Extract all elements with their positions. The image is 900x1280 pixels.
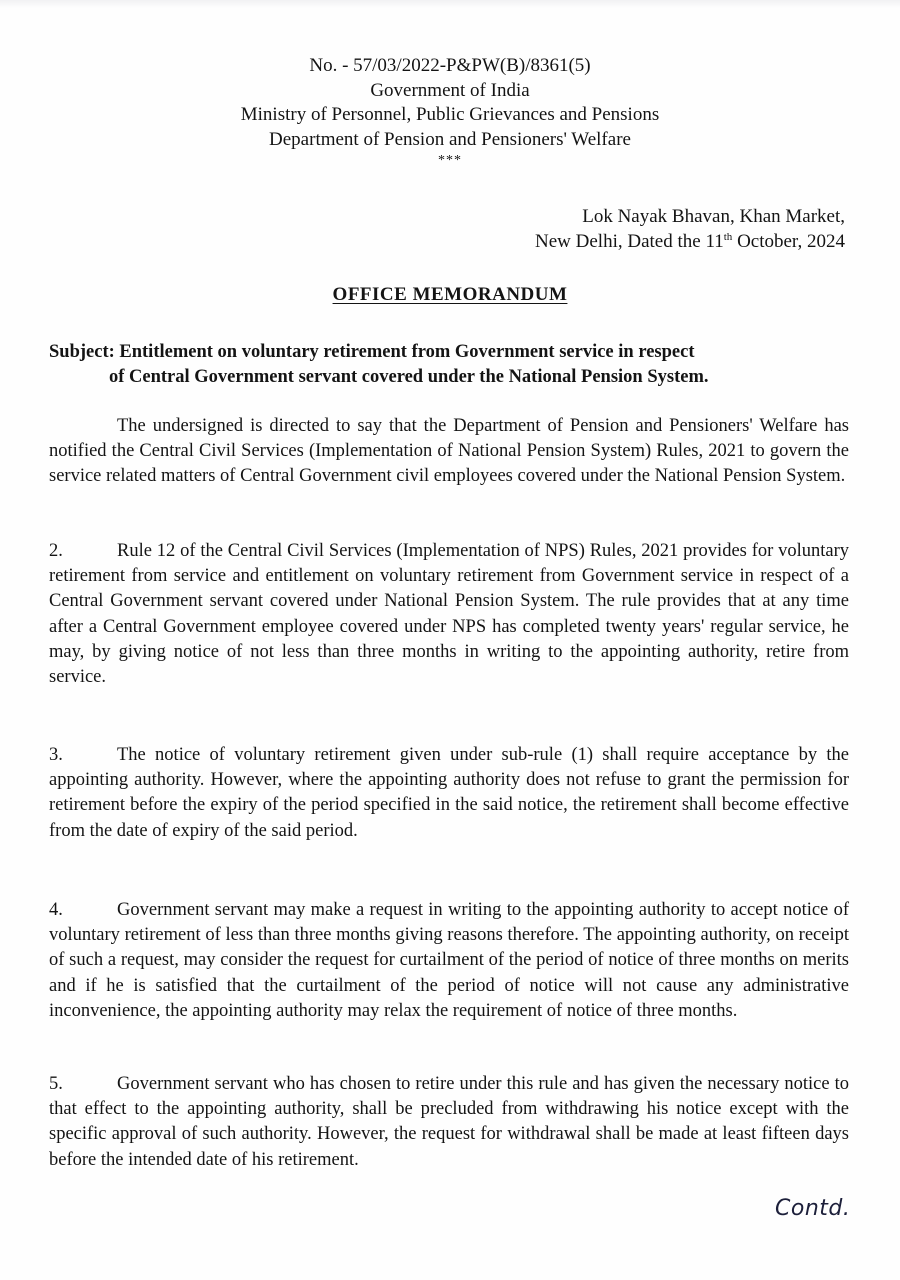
- paragraph-number: 4.: [49, 900, 63, 920]
- paragraph-text: Rule 12 of the Central Civil Services (Implementation of NPS) Rules, 2021 provides for voluntary retirement from service and entitlement on voluntary retirement from Government service in respect of a Central Government servant covered under National Pension System. The rule provides that at any time after a Central Government employee covered under NPS has completed twenty years' regular service, he may, by giving notice of not less than three months in writing to the appointing authority, retire from service.: [49, 541, 849, 688]
- ministry-name: Ministry of Personnel, Public Grievances and Pensions: [240, 104, 660, 125]
- paragraph-text: Government servant who has chosen to retire under this rule and has given the necessary notice to that effect to the appointing authority, shall be precluded from withdrawing his notice except with the specific approval of such authority. However, the request for withdrawal shall be made at least fifteen days before the intended date of his retirement.: [49, 1074, 849, 1170]
- paragraph-5: [49, 1072, 849, 1173]
- address-and-date: [535, 204, 845, 254]
- paragraph-number: 2.: [49, 541, 63, 561]
- department-name: Department of Pension and Pensioners' Welfare: [269, 128, 631, 150]
- paragraph-text: The notice of voluntary retirement given under sub-rule (1) shall require acceptance by the appointing authority. However, where the appointing authority does not refuse to grant the permission for retirement before the expiry of the period specified in the said notice, the retirement shall become effective from the date of expiry of the said period.: [49, 745, 849, 841]
- paragraph-2: [49, 539, 849, 690]
- paragraph-text: The undersigned is directed to say that the Department of Pension and Pensioners' Welfare has notified the Central Civil Services (Implementation of National Pension System) Rules, 2021 to govern the service related matters of Central Government civil employees covered under the National Pension System.: [49, 416, 849, 487]
- separator-stars: ***: [438, 153, 462, 168]
- date-ordinal: th: [723, 231, 733, 243]
- subject-block: [49, 340, 849, 390]
- paragraph-1: [49, 414, 849, 490]
- government-name: Government of India: [370, 79, 530, 101]
- date-line: [535, 229, 845, 254]
- date-rest: October, 2024: [732, 231, 845, 252]
- document-title: [0, 284, 900, 306]
- subject-line-1: Subject: Entitlement on voluntary retirement from Government service in respect: [49, 342, 695, 362]
- title-text: OFFICE MEMORANDUM: [332, 284, 568, 305]
- paragraph-number: 3.: [49, 745, 63, 765]
- paragraph-4: [49, 898, 849, 1024]
- paragraph-number: 5.: [49, 1074, 63, 1094]
- paragraph-text: Government servant may make a request in writing to the appointing authority to accept notice of voluntary retirement of less than three months giving reasons therefore. The appointing authority, on receipt of such a request, may consider the request for curtailment of the period of notice of three months on merits and if he is satisfied that the curtailment of the period of notice will not cause any administrative inconvenience, the appointing authority may relax the requirement of notice of three months.: [49, 900, 849, 1021]
- continued-handwritten-note: Contd.: [775, 1196, 851, 1221]
- scan-edge: [0, 0, 900, 8]
- paragraph-3: [49, 743, 849, 844]
- date-prefix: New Delhi, Dated the 11: [535, 231, 724, 252]
- address-line: Lok Nayak Bhavan, Khan Market,: [582, 206, 845, 227]
- subject-line-2: of Central Government servant covered under the National Pension System.: [109, 367, 709, 387]
- document-header: [0, 54, 900, 170]
- file-number: No. - 57/03/2022-P&PW(B)/8361(5): [309, 55, 591, 76]
